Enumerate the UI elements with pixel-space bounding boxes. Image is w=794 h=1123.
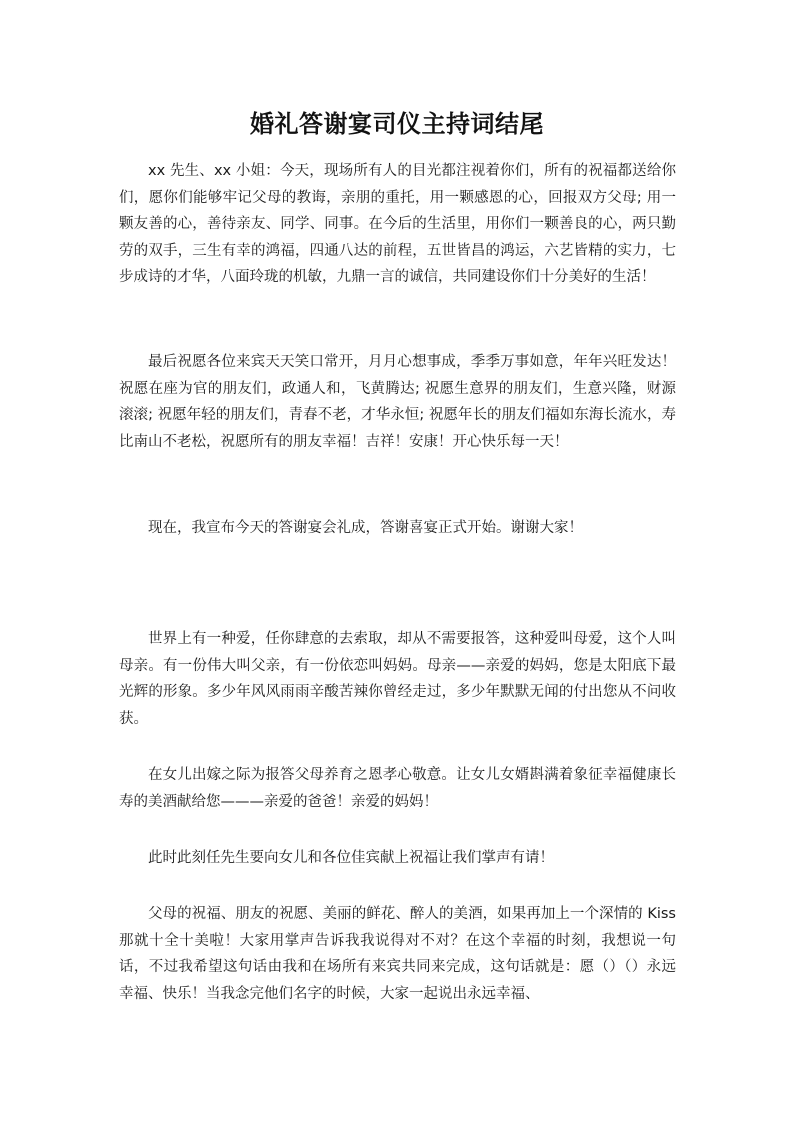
document-title: 婚礼答谢宴司仪主持词结尾 <box>250 110 544 138</box>
paragraph-kiss-wishes: 父母的祝福、朋友的祝愿、美丽的鲜花、醉人的美酒，如果再加上一个深情的 Kiss 那就十全十美啦！大家用掌声告诉我我说得对不对？在这个幸福的时刻，我想说一句话，不过我希望这句话由我和在场所有来宾共同来完成，这句话就是：愿（）（）永远幸福、快乐！当我念完他们名字的时候，大家一起说出永远幸福、 <box>119 906 676 1002</box>
paragraph-invite-speech: 此时此刻任先生要向女儿和各位佳宾献上祝福让我们掌声有请！ <box>148 850 554 866</box>
paragraph-blessing-guests: 最后祝愿各位来宾天天笑口常开，月月心想事成，季季万事如意，年年兴旺发达！祝愿在座为官的朋友们，政通人和，飞黄腾达; 祝愿生意界的朋友们，生意兴隆，财源滚滚; 祝愿年轻的朋友们，青春不老，才华永恒; 祝愿年长的朋友们福如东海长流水，寿比南山不老松，祝愿所有的朋友幸福！吉祥！安康！开心快乐每一天！ <box>119 354 676 450</box>
paragraph-toast-parents: 在女儿出嫁之际为报答父母养育之恩孝心敬意。让女儿女婿斟满着象征幸福健康长寿的美酒献给您———亲爱的爸爸！亲爱的妈妈！ <box>119 767 676 810</box>
paragraph-announcement: 现在，我宣布今天的答谢宴会礼成，答谢喜宴正式开始。谢谢大家！ <box>148 520 583 536</box>
paragraph-closing-blessing-couple: xx 先生、xx 小姐：今天，现场所有人的目光都注视着你们，所有的祝福都送给你们，愿你们能够牢记父母的教诲，亲朋的重托，用一颗感恩的心，回报双方父母; 用一颗友善的心，善待亲友、同学、同事。在今后的生活里，用你们一颗善良的心，两只勤劳的双手，三生有幸的鸿福，四通八达的前程，五世皆昌的鸿运，六艺皆精的实力，七步成诗的才华，八面玲珑的机敏，九鼎一言的诚信，共同建设你们十分美好的生活！ <box>119 163 676 285</box>
paragraph-mother-love: 世界上有一种爱，任你肆意的去索取，却从不需要报答，这种爱叫母爱，这个人叫母亲。有一份伟大叫父亲，有一份依恋叫妈妈。母亲——亲爱的妈妈，您是太阳底下最光辉的形象。多少年风风雨雨辛酸苦辣你曾经走过，多少年默默无闻的付出您从不问收获。 <box>119 631 676 727</box>
